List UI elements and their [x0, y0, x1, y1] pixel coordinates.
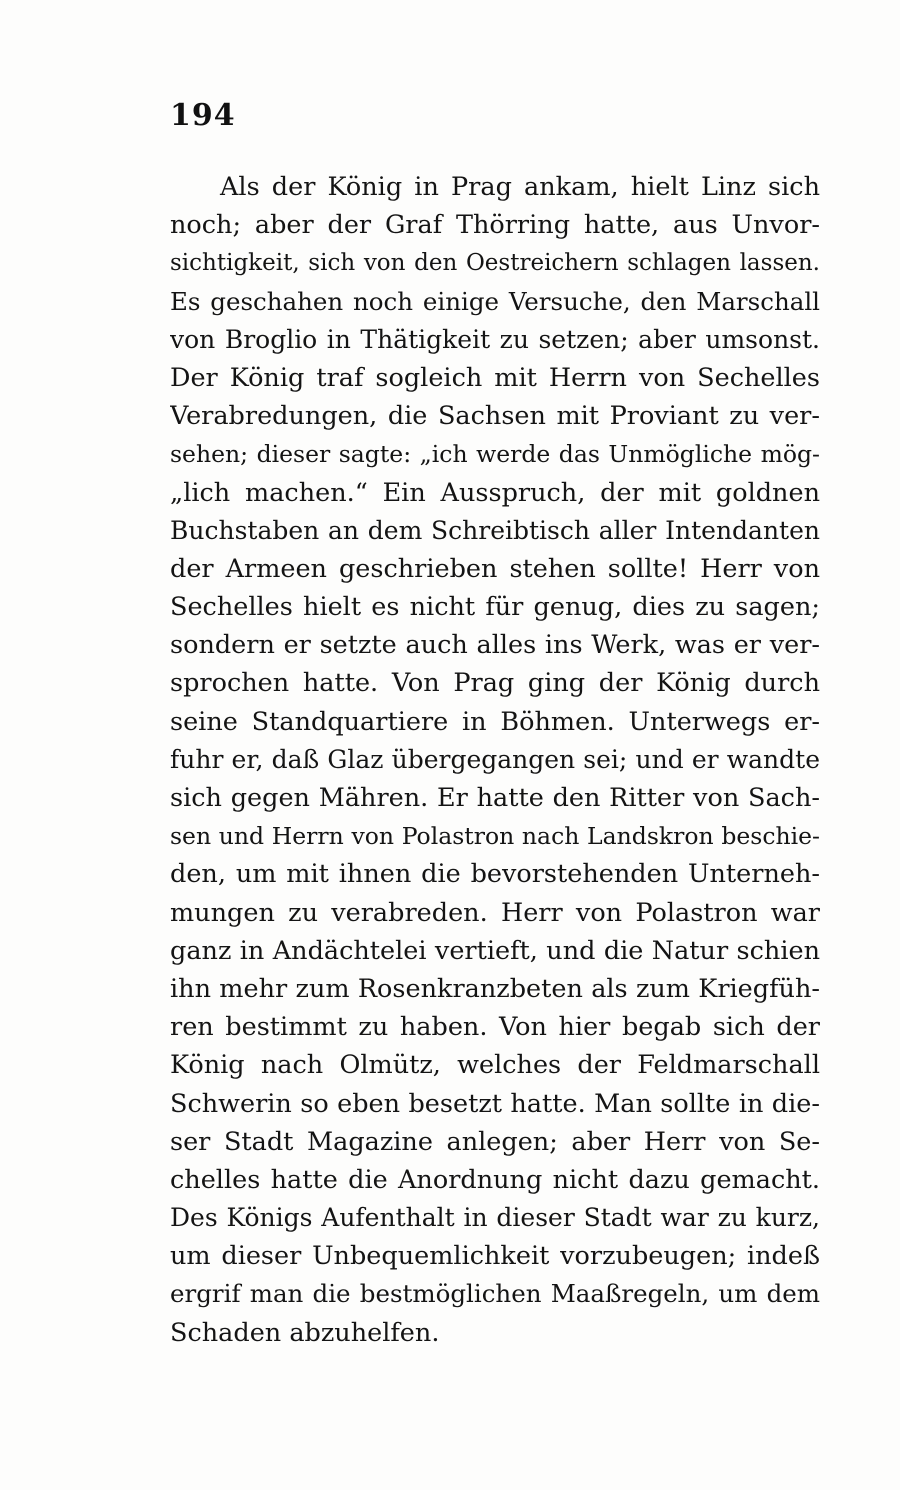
text-line: ser Stadt Magazine anlegen; aber Herr von Se- [170, 1126, 820, 1157]
body-text [170, 168, 820, 1352]
page-number: 194 [170, 98, 236, 133]
text-line: Buchstaben an dem Schreibtisch aller Intendanten [170, 515, 820, 545]
text-line: „lich machen.“ Ein Ausspruch, der mit goldnen [170, 477, 820, 508]
text-line: sehen; dieser sagte: „ich werde das Unmögliche mög- [170, 440, 820, 469]
text-line: von Broglio in Thätigkeit zu setzen; aber umsonst. [170, 324, 820, 354]
text-line: Schwerin so eben besetzt hatte. Man sollte in die- [170, 1088, 820, 1119]
text-line: den, um mit ihnen die bevorstehenden Unterneh- [170, 859, 820, 890]
text-line: fuhr er, daß Glaz übergegangen sei; und er wandte [170, 744, 820, 774]
text-line: sprochen hatte. Von Prag ging der König durch [170, 668, 820, 699]
text-line: Der König traf sogleich mit Herrn von Sechelles [170, 362, 820, 393]
text-line: Sechelles hielt es nicht für genug, dies zu sagen; [170, 592, 820, 623]
text-line: ren bestimmt zu haben. Von hier begab sich der [170, 1012, 820, 1043]
text-line: König nach Olmütz, welches der Feldmarschall [170, 1050, 820, 1081]
text-line: Schaden abzuhelfen. [170, 1317, 440, 1348]
text-line: chelles hatte die Anordnung nicht dazu gemacht. [170, 1164, 820, 1195]
text-line: Verabredungen, die Sachsen mit Proviant zu ver- [170, 401, 820, 432]
text-line: sondern er setzte auch alles ins Werk, was er ver- [170, 630, 820, 661]
text-line: sich gegen Mähren. Er hatte den Ritter von Sach- [170, 783, 820, 813]
text-line: Es geschahen noch einige Versuche, den Marschall [170, 286, 820, 316]
text-line: ihn mehr zum Rosenkranzbeten als zum Kriegfüh- [170, 973, 820, 1004]
text-line: sichtigkeit, sich von den Oestreichern schlagen lassen. [170, 250, 820, 277]
text-line: ganz in Andächtelei vertieft, und die Natur schien [170, 935, 820, 966]
text-line: ergrif man die bestmöglichen Maaßregeln, um dem [170, 1279, 820, 1309]
text-line: der Armeen geschrieben stehen sollte! Herr von [170, 553, 820, 584]
text-line: sen und Herrn von Polastron nach Landskron beschie- [170, 822, 820, 851]
text-line: mungen zu verabreden. Herr von Polastron war [170, 897, 820, 928]
text-line: seine Standquartiere in Böhmen. Unterwegs er- [170, 706, 820, 737]
text-line: noch; aber der Graf Thörring hatte, aus Unvor- [170, 210, 820, 241]
text-line: Als der König in Prag ankam, hielt Linz sich [220, 172, 820, 202]
text-line: Des Königs Aufenthalt in dieser Stadt war zu kurz, [170, 1203, 820, 1233]
text-line: um dieser Unbequemlichkeit vorzubeugen; indeß [170, 1241, 820, 1272]
